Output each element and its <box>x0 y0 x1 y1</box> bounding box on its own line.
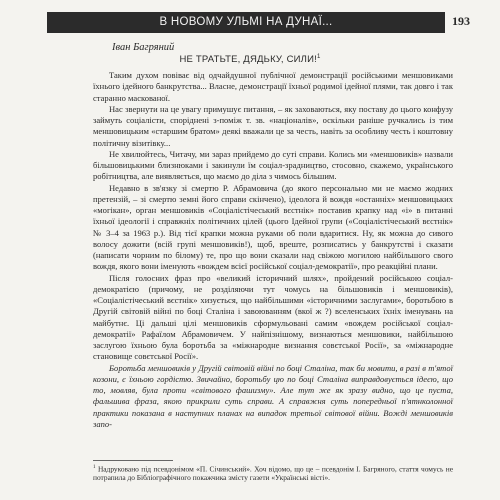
paragraph: Недавно в зв'язку зі смертю Р. Абрамовича (до якого персонально ми не маємо жодних претензій, – зі смертю земні його справи скінчено), ідеолога й вождя «останніх» меншовицьких «могікан», орган меншовиків «Соціалістічеський вєстнік» поставив крапку над «і» в питанні їхньої ідеології і справжніх політичних цілей (цього Ідейної групи («Соціалістічеський вєстнік» № 3–4 за 1963 р.). Від тієї крапки можна руками об поли вдаритися. Ну, як можна до сивого волосу дожити (всій групі меншовиків!), щоб, вреште, розписатись у банкрутстві і сказати (написати чорним по білому) те, про що вони сказали над свіжою могилою найбільшого свого вождя, якого вони іменують «вождем всієї російської соціал-демократії», про реакційні плани. <box>93 182 453 272</box>
paragraph: Нас звернути на це увагу примушує питання, – як заховаються, яку поставу до цього конфузу займуть соціалісти, споріднені з-поміж т. зв. «націоналів», оскільки раніше ручкались із тим меншовицьким «старшим братом» деякі вважали це за честь, навіть за особливу честь і коштовну політичну візитівку... <box>93 103 453 148</box>
footnote-text: Надруковано під псевдонімом «П. Січинський». Хоч відомо, що це – псевдонім І. Багряного, стаття чомусь не потрапила до Бібліографічного покажчика змісту газети «Українські вісті». <box>93 464 453 483</box>
article-title-text: НЕ ТРАТЬТЕ, ДЯДЬКУ, СИЛИ! <box>179 54 317 66</box>
title-footnote-mark: 1 <box>316 54 321 60</box>
footnote <box>93 463 453 482</box>
page-number: 193 <box>452 14 470 28</box>
paragraph: Боротьба меншовиків у Другій світовій війні по боці Сталіна, так би мовити, в разі в т'ятої козони, є їхньою гордістю. Звичайно, боротьбу цю по боці Сталіна виправдовується ідеєю, що то, мовляв, була проти «світового фашизму». Але тут же як зразу видно, що це пуста, фальшива фраза, якою прикрили суть справи. А справжня суть попередньої п'ятнколонної практики показана в наступних планах на випадок третьої світової війни. Вожді меншовиків запо- <box>93 362 453 429</box>
author-name: Іван Багряний <box>112 42 175 53</box>
footnote-mark: 1 <box>93 465 96 470</box>
paragraph: Після голосних фраз про «великий історичний шлях», пройдений російською соціал-демократією (причому, не розділяючи тут чомусь на більшовиків і меншовиків), «Соціалістічеський вєстнік» хизується, що найбільшими «історичними заслугами», боротьбою в Другій світовій війні по боці Сталіна і завоюванням (вкої ж ?) вселенських їхніх іменувань на майбутнє. Ці дальші цілі меншовиків сформульовані самим «вождем російської соціал-демократії» Рафаїлом Абрамовичем. У найпізнішому, визнаються меншовики, найбільшою заслугою їхньою була боротьба за «міжнародне визнання совєтської Росії», за «міжнародне становище совєтської Росії». <box>93 272 453 362</box>
running-header-title: В НОВОМУ УЛЬМІ НА ДУНАЇ... <box>159 16 333 28</box>
article-body <box>93 70 453 430</box>
article-title <box>0 54 500 65</box>
footnote-divider <box>93 460 173 461</box>
paragraph: Таким духом повіває від одчайдушної публічної демонстрації російськими меншовиками їхнього ідейного банкрутства... Власне, демонстрації їхньої родимої ідейної плями, так довго і так старанно маскованої. <box>93 70 453 103</box>
paragraph: Не хвилюйтесь, Читачу, ми зараз прийдемо до суті справи. Колись ми «меншовиків» назвали більшовицькими близнюками і закинули їм соціал-зрадництво, стосовно, скажемо, українського робітництва, але виявляється, що маємо до діла з чимось більшим. <box>93 148 453 182</box>
running-header <box>47 12 445 33</box>
